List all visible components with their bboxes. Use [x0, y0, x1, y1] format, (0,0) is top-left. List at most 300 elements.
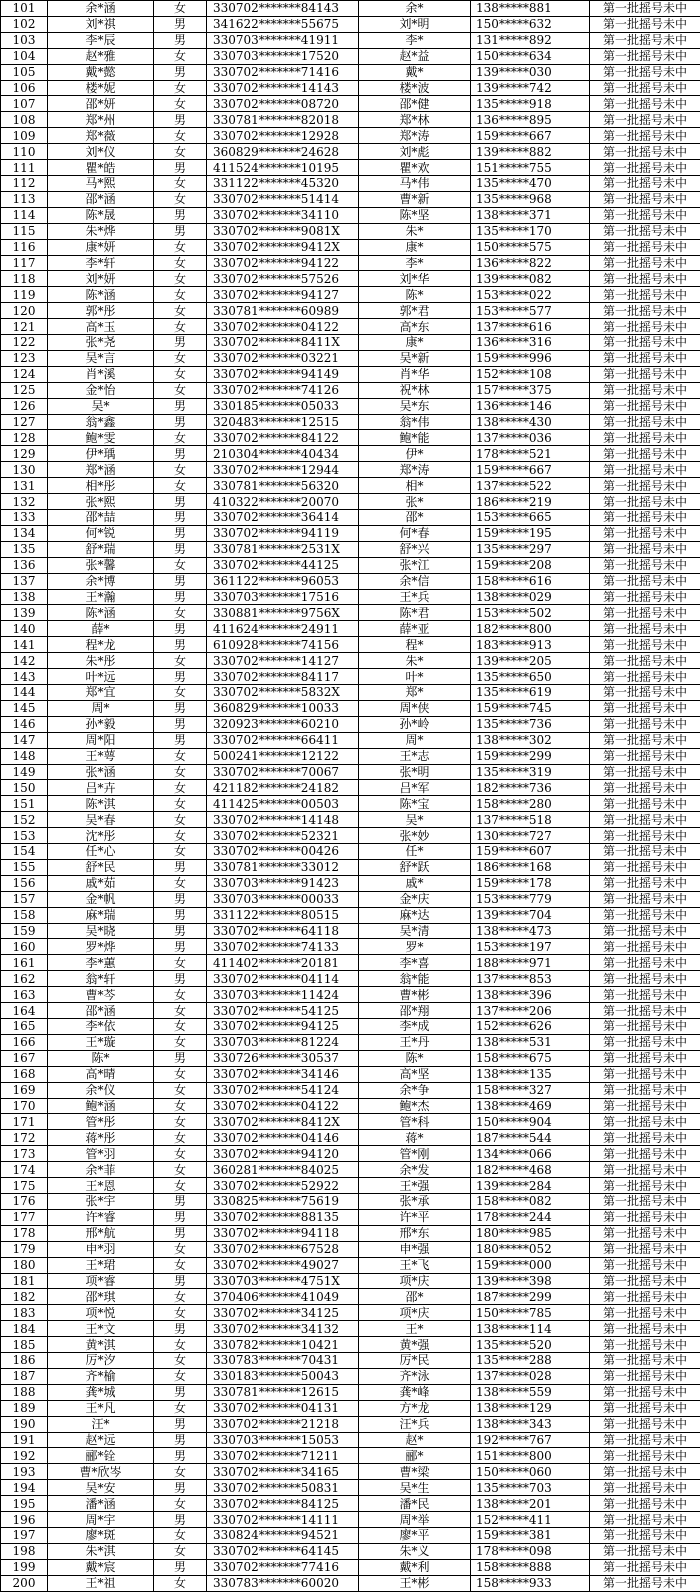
table-row	[1, 175, 700, 191]
student-name: 舒*瑞	[48, 541, 154, 557]
id-number: 330702*******12944	[207, 462, 359, 478]
student-name: 李*依	[48, 1019, 154, 1035]
lottery-status: 第一批摇号未中	[590, 1114, 700, 1130]
gender: 女	[154, 462, 207, 478]
row-number: 184	[1, 1321, 48, 1337]
guardian-name: 龚*峰	[359, 1384, 471, 1400]
gender: 女	[154, 1003, 207, 1019]
id-number: 330702*******49027	[207, 1257, 359, 1273]
table-row	[1, 1575, 700, 1591]
lottery-status: 第一批摇号未中	[590, 319, 700, 335]
id-number: 330702*******88135	[207, 1209, 359, 1225]
table-row	[1, 1384, 700, 1400]
lottery-status: 第一批摇号未中	[590, 923, 700, 939]
gender: 女	[154, 366, 207, 382]
id-number: 410322*******20070	[207, 494, 359, 510]
id-number: 330703*******91423	[207, 875, 359, 891]
phone-number: 137*****206	[471, 1003, 590, 1019]
table-row	[1, 828, 700, 844]
student-name: 郑*州	[48, 112, 154, 128]
row-number: 178	[1, 1225, 48, 1241]
student-name: 张*涵	[48, 764, 154, 780]
gender: 男	[154, 923, 207, 939]
table-row	[1, 732, 700, 748]
guardian-name: 相*	[359, 478, 471, 494]
phone-number: 158*****280	[471, 796, 590, 812]
id-number: 330726*******30537	[207, 1050, 359, 1066]
id-number: 330783*******60020	[207, 1575, 359, 1591]
student-name: 龚*城	[48, 1384, 154, 1400]
gender: 女	[154, 175, 207, 191]
lottery-status: 第一批摇号未中	[590, 1257, 700, 1273]
guardian-name: 余*信	[359, 573, 471, 589]
id-number: 330702*******04114	[207, 971, 359, 987]
lottery-status: 第一批摇号未中	[590, 1337, 700, 1353]
guardian-name: 李*成	[359, 1019, 471, 1035]
student-name: 陈*淇	[48, 796, 154, 812]
table-row	[1, 32, 700, 48]
id-number: 330702*******54124	[207, 1082, 359, 1098]
guardian-name: 周*侠	[359, 700, 471, 716]
lottery-status: 第一批摇号未中	[590, 1543, 700, 1559]
id-number: 330702*******51414	[207, 191, 359, 207]
table-row	[1, 160, 700, 176]
phone-number: 152*****411	[471, 1512, 590, 1528]
table-row	[1, 335, 700, 351]
guardian-name: 叶*	[359, 669, 471, 685]
student-name: 周*阳	[48, 732, 154, 748]
lottery-status: 第一批摇号未中	[590, 430, 700, 446]
id-number: 330702*******14143	[207, 80, 359, 96]
student-name: 相*彤	[48, 478, 154, 494]
guardian-name: 吴*新	[359, 350, 471, 366]
table-row	[1, 414, 700, 430]
row-number: 160	[1, 939, 48, 955]
id-number: 330703*******00033	[207, 891, 359, 907]
id-number: 331122*******45320	[207, 175, 359, 191]
table-row	[1, 1480, 700, 1496]
gender: 男	[154, 494, 207, 510]
phone-number: 186*****219	[471, 494, 590, 510]
guardian-name: 肖*华	[359, 366, 471, 382]
row-number: 174	[1, 1162, 48, 1178]
phone-number: 139*****205	[471, 653, 590, 669]
student-name: 瞿*皓	[48, 160, 154, 176]
lottery-status: 第一批摇号未中	[590, 1193, 700, 1209]
gender: 男	[154, 1416, 207, 1432]
gender: 男	[154, 891, 207, 907]
row-number: 196	[1, 1512, 48, 1528]
id-number: 370406*******41049	[207, 1289, 359, 1305]
guardian-name: 朱*义	[359, 1543, 471, 1559]
row-number: 189	[1, 1400, 48, 1416]
lottery-status: 第一批摇号未中	[590, 557, 700, 573]
row-number: 186	[1, 1353, 48, 1369]
id-number: 330702*******94149	[207, 366, 359, 382]
lottery-status: 第一批摇号未中	[590, 128, 700, 144]
row-number: 199	[1, 1559, 48, 1575]
student-name: 程*龙	[48, 637, 154, 653]
id-number: 361122*******96053	[207, 573, 359, 589]
student-name: 郑*宜	[48, 684, 154, 700]
lottery-status: 第一批摇号未中	[590, 844, 700, 860]
row-number: 169	[1, 1082, 48, 1098]
student-name: 吴*安	[48, 1480, 154, 1496]
phone-number: 135*****319	[471, 764, 590, 780]
guardian-name: 康*	[359, 239, 471, 255]
lottery-status: 第一批摇号未中	[590, 287, 700, 303]
gender: 女	[154, 430, 207, 446]
id-number: 330781*******82018	[207, 112, 359, 128]
table-row	[1, 191, 700, 207]
id-number: 330702*******66411	[207, 732, 359, 748]
guardian-name: 吴*	[359, 812, 471, 828]
id-number: 330702*******34125	[207, 1305, 359, 1321]
lottery-status: 第一批摇号未中	[590, 859, 700, 875]
row-number: 126	[1, 398, 48, 414]
lottery-status: 第一批摇号未中	[590, 1528, 700, 1544]
student-name: 任*心	[48, 844, 154, 860]
student-name: 陈*涵	[48, 287, 154, 303]
guardian-name: 翁*能	[359, 971, 471, 987]
table-row	[1, 589, 700, 605]
id-number: 330702*******84143	[207, 1, 359, 17]
row-number: 125	[1, 382, 48, 398]
phone-number: 137*****853	[471, 971, 590, 987]
row-number: 119	[1, 287, 48, 303]
lottery-status: 第一批摇号未中	[590, 1353, 700, 1369]
student-name: 吴*言	[48, 350, 154, 366]
phone-number: 158*****082	[471, 1193, 590, 1209]
table-row	[1, 1082, 700, 1098]
row-number: 133	[1, 510, 48, 526]
lottery-status: 第一批摇号未中	[590, 653, 700, 669]
phone-number: 138*****531	[471, 1034, 590, 1050]
lottery-status: 第一批摇号未中	[590, 48, 700, 64]
row-number: 138	[1, 589, 48, 605]
lottery-status: 第一批摇号未中	[590, 1416, 700, 1432]
student-name: 鲍*涵	[48, 1098, 154, 1114]
lottery-status: 第一批摇号未中	[590, 207, 700, 223]
guardian-name: 刘*华	[359, 271, 471, 287]
guardian-name: 王*兵	[359, 589, 471, 605]
table-row	[1, 605, 700, 621]
lottery-status: 第一批摇号未中	[590, 64, 700, 80]
row-number: 106	[1, 80, 48, 96]
phone-number: 139*****742	[471, 80, 590, 96]
student-name: 王*文	[48, 1321, 154, 1337]
guardian-name: 李*	[359, 32, 471, 48]
gender: 女	[154, 1368, 207, 1384]
table-body	[1, 1, 700, 1592]
guardian-name: 项*庆	[359, 1305, 471, 1321]
lottery-status: 第一批摇号未中	[590, 1098, 700, 1114]
id-number: 421182*******24182	[207, 780, 359, 796]
student-name: 戴*懿	[48, 64, 154, 80]
lottery-status: 第一批摇号未中	[590, 223, 700, 239]
id-number: 330703*******81224	[207, 1034, 359, 1050]
gender: 男	[154, 112, 207, 128]
table-row	[1, 1432, 700, 1448]
lottery-status: 第一批摇号未中	[590, 239, 700, 255]
id-number: 330702*******52922	[207, 1178, 359, 1194]
student-name: 张*尧	[48, 335, 154, 351]
gender: 女	[154, 1178, 207, 1194]
phone-number: 135*****918	[471, 96, 590, 112]
phone-number: 138*****302	[471, 732, 590, 748]
gender: 女	[154, 987, 207, 1003]
row-number: 156	[1, 875, 48, 891]
guardian-name: 高*东	[359, 319, 471, 335]
row-number: 112	[1, 175, 48, 191]
row-number: 149	[1, 764, 48, 780]
row-number: 109	[1, 128, 48, 144]
gender: 女	[154, 1241, 207, 1257]
phone-number: 153*****577	[471, 303, 590, 319]
phone-number: 183*****913	[471, 637, 590, 653]
student-name: 曹*欣岑	[48, 1464, 154, 1480]
id-number: 330703*******17520	[207, 48, 359, 64]
gender: 女	[154, 1019, 207, 1035]
row-number: 173	[1, 1146, 48, 1162]
row-number: 104	[1, 48, 48, 64]
gender: 女	[154, 1400, 207, 1416]
row-number: 114	[1, 207, 48, 223]
gender: 女	[154, 287, 207, 303]
gender: 女	[154, 1289, 207, 1305]
phone-number: 137*****036	[471, 430, 590, 446]
row-number: 161	[1, 955, 48, 971]
student-name: 高*玉	[48, 319, 154, 335]
guardian-name: 高*坚	[359, 1066, 471, 1082]
table-row	[1, 859, 700, 875]
guardian-name: 邵*翔	[359, 1003, 471, 1019]
gender: 女	[154, 1, 207, 17]
table-row	[1, 1337, 700, 1353]
id-number: 330702*******67528	[207, 1241, 359, 1257]
id-number: 330702*******84122	[207, 430, 359, 446]
row-number: 137	[1, 573, 48, 589]
id-number: 330703*******4751X	[207, 1273, 359, 1289]
row-number: 136	[1, 557, 48, 573]
student-name: 朱*淇	[48, 1543, 154, 1559]
guardian-name: 张*江	[359, 557, 471, 573]
gender: 男	[154, 525, 207, 541]
id-number: 360281*******84025	[207, 1162, 359, 1178]
row-number: 162	[1, 971, 48, 987]
id-number: 330702*******5832X	[207, 684, 359, 700]
row-number: 127	[1, 414, 48, 430]
row-number: 115	[1, 223, 48, 239]
phone-number: 159*****667	[471, 462, 590, 478]
guardian-name: 刘*明	[359, 16, 471, 32]
table-row	[1, 478, 700, 494]
table-row	[1, 669, 700, 685]
id-number: 331122*******80515	[207, 907, 359, 923]
phone-number: 136*****822	[471, 255, 590, 271]
phone-number: 137*****028	[471, 1368, 590, 1384]
table-row	[1, 1209, 700, 1225]
lottery-status: 第一批摇号未中	[590, 1034, 700, 1050]
table-row	[1, 1448, 700, 1464]
gender: 女	[154, 271, 207, 287]
table-row	[1, 653, 700, 669]
phone-number: 152*****108	[471, 366, 590, 382]
row-number: 182	[1, 1289, 48, 1305]
row-number: 176	[1, 1193, 48, 1209]
id-number: 330825*******75619	[207, 1193, 359, 1209]
guardian-name: 郑*林	[359, 112, 471, 128]
phone-number: 137*****522	[471, 478, 590, 494]
id-number: 610928*******74156	[207, 637, 359, 653]
phone-number: 159*****000	[471, 1257, 590, 1273]
id-number: 330702*******12928	[207, 128, 359, 144]
student-name: 陈*晟	[48, 207, 154, 223]
student-name: 郑*涵	[48, 462, 154, 478]
phone-number: 137*****518	[471, 812, 590, 828]
gender: 男	[154, 335, 207, 351]
phone-number: 159*****996	[471, 350, 590, 366]
table-row	[1, 812, 700, 828]
student-name: 叶*远	[48, 669, 154, 685]
gender: 女	[154, 605, 207, 621]
table-row	[1, 1368, 700, 1384]
phone-number: 178*****521	[471, 446, 590, 462]
lottery-status: 第一批摇号未中	[590, 1130, 700, 1146]
id-number: 330183*******50043	[207, 1368, 359, 1384]
phone-number: 138*****881	[471, 1, 590, 17]
student-name: 鲍*雯	[48, 430, 154, 446]
row-number: 105	[1, 64, 48, 80]
student-name: 金*帆	[48, 891, 154, 907]
lottery-status: 第一批摇号未中	[590, 303, 700, 319]
lottery-status: 第一批摇号未中	[590, 366, 700, 382]
guardian-name: 孙*岭	[359, 716, 471, 732]
lottery-status: 第一批摇号未中	[590, 748, 700, 764]
gender: 男	[154, 700, 207, 716]
gender: 女	[154, 48, 207, 64]
phone-number: 150*****634	[471, 48, 590, 64]
id-number: 330781*******12615	[207, 1384, 359, 1400]
gender: 女	[154, 1146, 207, 1162]
phone-number: 150*****904	[471, 1114, 590, 1130]
id-number: 330702*******21218	[207, 1416, 359, 1432]
lottery-status: 第一批摇号未中	[590, 1448, 700, 1464]
student-name: 周*	[48, 700, 154, 716]
guardian-name: 赵*	[359, 1432, 471, 1448]
guardian-name: 陈*君	[359, 605, 471, 621]
id-number: 320483*******12515	[207, 414, 359, 430]
id-number: 330702*******03221	[207, 350, 359, 366]
row-number: 147	[1, 732, 48, 748]
student-name: 曹*芩	[48, 987, 154, 1003]
student-name: 邵*妍	[48, 96, 154, 112]
gender: 男	[154, 1384, 207, 1400]
gender: 女	[154, 1130, 207, 1146]
row-number: 130	[1, 462, 48, 478]
lottery-status: 第一批摇号未中	[590, 1019, 700, 1035]
id-number: 330702*******04122	[207, 1098, 359, 1114]
gender: 女	[154, 1257, 207, 1273]
row-number: 134	[1, 525, 48, 541]
table-row	[1, 1162, 700, 1178]
phone-number: 135*****968	[471, 191, 590, 207]
student-name: 汪*	[48, 1416, 154, 1432]
lottery-status: 第一批摇号未中	[590, 1512, 700, 1528]
phone-number: 139*****284	[471, 1178, 590, 1194]
phone-number: 135*****619	[471, 684, 590, 700]
gender: 男	[154, 32, 207, 48]
student-name: 邢*航	[48, 1225, 154, 1241]
table-row	[1, 875, 700, 891]
row-number: 150	[1, 780, 48, 796]
id-number: 330702*******04122	[207, 319, 359, 335]
id-number: 330824*******94521	[207, 1528, 359, 1544]
row-number: 179	[1, 1241, 48, 1257]
gender: 男	[154, 939, 207, 955]
lottery-status: 第一批摇号未中	[590, 891, 700, 907]
phone-number: 138*****396	[471, 987, 590, 1003]
gender: 女	[154, 875, 207, 891]
student-name: 陈*	[48, 1050, 154, 1066]
guardian-name: 戴*利	[359, 1559, 471, 1575]
id-number: 330702*******08720	[207, 96, 359, 112]
table-row	[1, 303, 700, 319]
gender: 男	[154, 1559, 207, 1575]
lottery-status: 第一批摇号未中	[590, 700, 700, 716]
gender: 男	[154, 1512, 207, 1528]
phone-number: 137*****616	[471, 319, 590, 335]
phone-number: 159*****607	[471, 844, 590, 860]
id-number: 330702*******52321	[207, 828, 359, 844]
phone-number: 138*****201	[471, 1496, 590, 1512]
guardian-name: 齐*泳	[359, 1368, 471, 1384]
lottery-status: 第一批摇号未中	[590, 1305, 700, 1321]
gender: 男	[154, 732, 207, 748]
guardian-name: 戚*	[359, 875, 471, 891]
gender: 女	[154, 96, 207, 112]
student-name: 王*瀚	[48, 589, 154, 605]
lottery-status: 第一批摇号未中	[590, 160, 700, 176]
lottery-status: 第一批摇号未中	[590, 764, 700, 780]
id-number: 330185*******05033	[207, 398, 359, 414]
phone-number: 139*****030	[471, 64, 590, 80]
lottery-status: 第一批摇号未中	[590, 335, 700, 351]
guardian-name: 王*志	[359, 748, 471, 764]
row-number: 145	[1, 700, 48, 716]
lottery-status: 第一批摇号未中	[590, 96, 700, 112]
gender: 女	[154, 1066, 207, 1082]
lottery-status: 第一批摇号未中	[590, 32, 700, 48]
guardian-name: 周*	[359, 732, 471, 748]
lottery-status: 第一批摇号未中	[590, 1321, 700, 1337]
row-number: 120	[1, 303, 48, 319]
table-row	[1, 1114, 700, 1130]
student-name: 李*辰	[48, 32, 154, 48]
row-number: 132	[1, 494, 48, 510]
student-name: 余*仪	[48, 1082, 154, 1098]
phone-number: 158*****675	[471, 1050, 590, 1066]
table-row	[1, 891, 700, 907]
table-row	[1, 1305, 700, 1321]
phone-number: 135*****736	[471, 716, 590, 732]
student-name: 王*凡	[48, 1400, 154, 1416]
student-name: 吕*卉	[48, 780, 154, 796]
lottery-status: 第一批摇号未中	[590, 939, 700, 955]
table-row	[1, 430, 700, 446]
table-row	[1, 1034, 700, 1050]
lottery-status: 第一批摇号未中	[590, 1368, 700, 1384]
